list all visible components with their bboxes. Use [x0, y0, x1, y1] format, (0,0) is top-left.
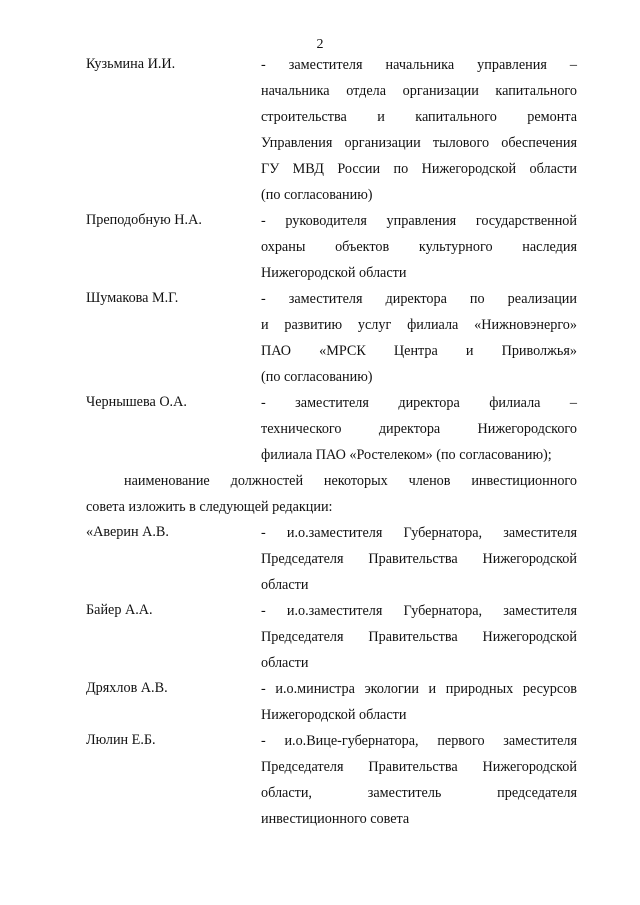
- position-line: инвестиционного совета: [261, 811, 410, 827]
- position-line: (по согласованию): [261, 369, 373, 385]
- position-line: области: [261, 577, 309, 593]
- member-name: Шумакова М.Г.: [86, 290, 179, 306]
- member-name: «Аверин А.В.: [86, 524, 169, 540]
- position-line: Председателя Правительства Нижегородской: [261, 629, 577, 645]
- position-line: - и.о.министра экологии и природных ресурсов: [261, 681, 577, 697]
- paragraph-line: совета изложить в следующей редакции:: [86, 499, 333, 515]
- position-line: ГУ МВД России по Нижегородской области: [261, 161, 577, 177]
- position-line: - и.о.заместителя Губернатора, заместителя: [261, 603, 577, 619]
- member-name: Люлин Е.Б.: [86, 732, 156, 748]
- member-position: [261, 212, 577, 290]
- member-position: [261, 732, 577, 836]
- amendment-paragraph: [86, 472, 577, 524]
- position-line: Управления организации тылового обеспечения: [261, 135, 577, 151]
- position-line: начальника отдела организации капитального: [261, 83, 577, 99]
- position-line: Нижегородской области: [261, 707, 407, 723]
- position-line: - заместителя директора филиала –: [261, 395, 577, 411]
- position-line: ПАО «МРСК Центра и Приволжья»: [261, 343, 577, 359]
- position-line: области, заместитель председателя: [261, 785, 577, 801]
- member-name: Кузьмина И.И.: [86, 56, 176, 72]
- position-line: Председателя Правительства Нижегородской: [261, 551, 577, 567]
- position-line: - заместителя директора по реализации: [261, 291, 577, 307]
- member-name: Дряхлов А.В.: [86, 680, 168, 696]
- position-line: и развитию услуг филиала «Нижновэнерго»: [261, 317, 577, 333]
- position-line: охраны объектов культурного наследия: [261, 239, 577, 255]
- position-line: области: [261, 655, 309, 671]
- page-number: 2: [316, 37, 324, 52]
- paragraph-line: наименование должностей некоторых членов инвестиционного: [124, 473, 577, 489]
- member-position: [261, 290, 577, 394]
- position-line: - и.о.заместителя Губернатора, заместителя: [261, 525, 577, 541]
- position-line: филиала ПАО «Ростелеком» (по согласованию);: [261, 447, 552, 463]
- position-line: (по согласованию): [261, 187, 373, 203]
- position-line: - заместителя начальника управления –: [261, 57, 577, 73]
- member-position: [261, 394, 577, 472]
- member-position: [261, 524, 577, 602]
- position-line: - руководителя управления государственной: [261, 213, 577, 229]
- position-line: - и.о.Вице-губернатора, первого заместителя: [261, 733, 577, 749]
- member-name: Чернышева О.А.: [86, 394, 187, 410]
- position-line: технического директора Нижегородского: [261, 421, 577, 437]
- member-position: [261, 56, 577, 212]
- member-position: [261, 680, 577, 732]
- position-line: Председателя Правительства Нижегородской: [261, 759, 577, 775]
- position-line: строительства и капитального ремонта: [261, 109, 577, 125]
- position-line: Нижегородской области: [261, 265, 407, 281]
- member-name: Преподобную Н.А.: [86, 212, 202, 228]
- member-name: Байер А.А.: [86, 602, 153, 618]
- member-position: [261, 602, 577, 680]
